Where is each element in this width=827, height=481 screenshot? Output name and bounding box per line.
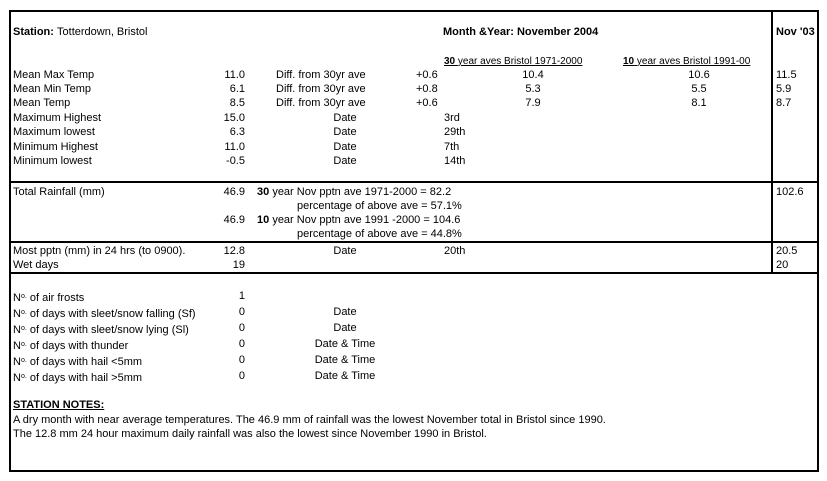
notes-line-2: The 12.8 mm 24 hour maximum daily rainfall was also the lowest since November 1990 in Bristol. bbox=[13, 428, 487, 440]
ave30-heading bbox=[444, 55, 582, 68]
ave30-heading-num: 30 bbox=[444, 56, 456, 67]
rainfall-ave30 bbox=[257, 186, 451, 199]
extreme-value: 6.3 bbox=[229, 126, 245, 138]
count-value: 0 bbox=[238, 370, 245, 382]
count-date-label: Date bbox=[333, 306, 357, 318]
wet-days-label: Wet days bbox=[13, 259, 59, 271]
count-sup: o. bbox=[20, 309, 27, 316]
count-date-label: Date & Time bbox=[314, 370, 376, 382]
extreme-date: 29th bbox=[444, 126, 466, 138]
temp-value: 8.5 bbox=[229, 97, 245, 109]
extreme-value: 11.0 bbox=[224, 141, 245, 153]
most-pptn-date: 20th bbox=[444, 245, 466, 257]
ave10-heading bbox=[623, 55, 750, 68]
count-value: 0 bbox=[238, 338, 245, 350]
count-prefix: N bbox=[13, 340, 21, 352]
count-label bbox=[13, 354, 142, 369]
wet-days-value: 19 bbox=[232, 259, 245, 271]
count-value: 1 bbox=[238, 290, 245, 302]
extreme-label: Minimum Highest bbox=[13, 141, 98, 153]
temp-prev: 8.7 bbox=[776, 97, 792, 109]
extreme-date: 14th bbox=[444, 155, 466, 167]
ave10-heading-num: 10 bbox=[623, 56, 635, 67]
count-label bbox=[13, 370, 142, 385]
wet-days-prev: 20 bbox=[776, 259, 789, 271]
most-pptn-date-label: Date bbox=[333, 245, 357, 257]
extreme-date-label: Date bbox=[333, 112, 357, 124]
extreme-date: 7th bbox=[444, 141, 460, 153]
rainfall-ave10 bbox=[257, 214, 460, 227]
rainfall-ave10-text: year Nov pptn ave 1991 -2000 = 104.6 bbox=[272, 214, 461, 226]
temp-diff: +0.6 bbox=[416, 69, 438, 81]
extreme-label: Maximum Highest bbox=[13, 112, 102, 124]
count-sup: o. bbox=[20, 341, 27, 348]
station-label: Station: bbox=[13, 26, 54, 38]
temp-ave10: 5.5 bbox=[691, 83, 707, 95]
count-sup: o. bbox=[20, 293, 27, 300]
rainfall-value-2: 46.9 bbox=[223, 214, 245, 226]
temp-ave30: 7.9 bbox=[525, 97, 541, 109]
most-pptn-prev: 20.5 bbox=[776, 245, 798, 257]
count-label bbox=[13, 338, 128, 353]
temp-ave30: 5.3 bbox=[525, 83, 541, 95]
extreme-label: Maximum lowest bbox=[13, 126, 95, 138]
rainfall-pct30: percentage of above ave = 57.1% bbox=[297, 200, 462, 212]
count-text: of days with hail <5mm bbox=[26, 356, 143, 368]
temp-label: Mean Min Temp bbox=[13, 83, 92, 95]
prev-year-heading: Nov '03 bbox=[776, 26, 815, 38]
count-text: of days with hail >5mm bbox=[26, 372, 143, 384]
extreme-date-label: Date bbox=[333, 126, 357, 138]
divider-pptn bbox=[9, 272, 819, 274]
rainfall-ave10-num: 10 bbox=[257, 214, 270, 226]
extreme-value: -0.5 bbox=[226, 155, 245, 167]
count-value: 0 bbox=[238, 306, 245, 318]
extreme-date-label: Date bbox=[333, 141, 357, 153]
rainfall-value: 46.9 bbox=[223, 186, 245, 198]
count-sup: o. bbox=[20, 357, 27, 364]
temp-ave10: 10.6 bbox=[688, 69, 710, 81]
count-label bbox=[13, 322, 189, 337]
temp-prev: 5.9 bbox=[776, 83, 792, 95]
count-prefix: N bbox=[13, 308, 21, 320]
count-prefix: N bbox=[13, 292, 21, 304]
count-date-label: Date & Time bbox=[314, 354, 376, 366]
most-pptn-label: Most pptn (mm) in 24 hrs (to 0900). bbox=[13, 245, 186, 257]
count-value: 0 bbox=[238, 354, 245, 366]
extreme-value: 15.0 bbox=[223, 112, 245, 124]
notes-line-1: A dry month with near average temperatures. The 46.9 mm of rainfall was the lowest November total in Bristol since 1990. bbox=[13, 414, 606, 426]
count-label bbox=[13, 306, 196, 321]
temp-value: 6.1 bbox=[229, 83, 245, 95]
count-value: 0 bbox=[238, 322, 245, 334]
temp-value: 11.0 bbox=[224, 69, 245, 81]
rainfall-prev: 102.6 bbox=[776, 186, 804, 198]
month-year: Month &Year: November 2004 bbox=[443, 26, 599, 38]
divider-rain bbox=[9, 241, 819, 243]
column-divider bbox=[771, 10, 773, 274]
most-pptn-value: 12.8 bbox=[223, 245, 245, 257]
extreme-label: Minimum lowest bbox=[13, 155, 92, 167]
ave10-heading-text: year aves Bristol 1991-00 bbox=[636, 56, 751, 67]
rainfall-ave30-text: year Nov pptn ave 1971-2000 = 82.2 bbox=[272, 186, 452, 198]
station-value: Totterdown, Bristol bbox=[57, 26, 148, 38]
temp-ave10: 8.1 bbox=[691, 97, 707, 109]
count-prefix: N bbox=[13, 356, 21, 368]
count-sup: o. bbox=[20, 373, 27, 380]
temp-ave30: 10.4 bbox=[522, 69, 544, 81]
count-text: of days with sleet/snow lying (Sl) bbox=[26, 324, 189, 336]
count-date-label: Date & Time bbox=[314, 338, 376, 350]
count-date-label: Date bbox=[333, 322, 357, 334]
temp-diff-label: Diff. from 30yr ave bbox=[276, 83, 366, 95]
count-sup: o. bbox=[20, 325, 27, 332]
count-text: of days with sleet/snow falling (Sf) bbox=[26, 308, 196, 320]
count-text: of days with thunder bbox=[26, 340, 129, 352]
temp-diff: +0.8 bbox=[416, 83, 438, 95]
count-prefix: N bbox=[13, 324, 21, 336]
count-label bbox=[13, 290, 84, 305]
temp-diff-label: Diff. from 30yr ave bbox=[276, 97, 366, 109]
temp-prev: 11.5 bbox=[776, 69, 797, 81]
temp-label: Mean Max Temp bbox=[13, 69, 95, 81]
temp-label: Mean Temp bbox=[13, 97, 71, 109]
rainfall-pct10: percentage of above ave = 44.8% bbox=[297, 228, 462, 240]
ave30-heading-text: year aves Bristol 1971-2000 bbox=[457, 56, 583, 67]
count-text: of air frosts bbox=[26, 292, 85, 304]
rainfall-label: Total Rainfall (mm) bbox=[13, 186, 105, 198]
temp-diff: +0.6 bbox=[416, 97, 438, 109]
extreme-date-label: Date bbox=[333, 155, 357, 167]
temp-diff-label: Diff. from 30yr ave bbox=[276, 69, 366, 81]
divider-temps bbox=[9, 181, 819, 183]
count-prefix: N bbox=[13, 372, 21, 384]
rainfall-ave30-num: 30 bbox=[257, 186, 270, 198]
extreme-date: 3rd bbox=[444, 112, 460, 124]
notes-heading: STATION NOTES: bbox=[13, 399, 105, 411]
station-heading bbox=[13, 26, 148, 39]
